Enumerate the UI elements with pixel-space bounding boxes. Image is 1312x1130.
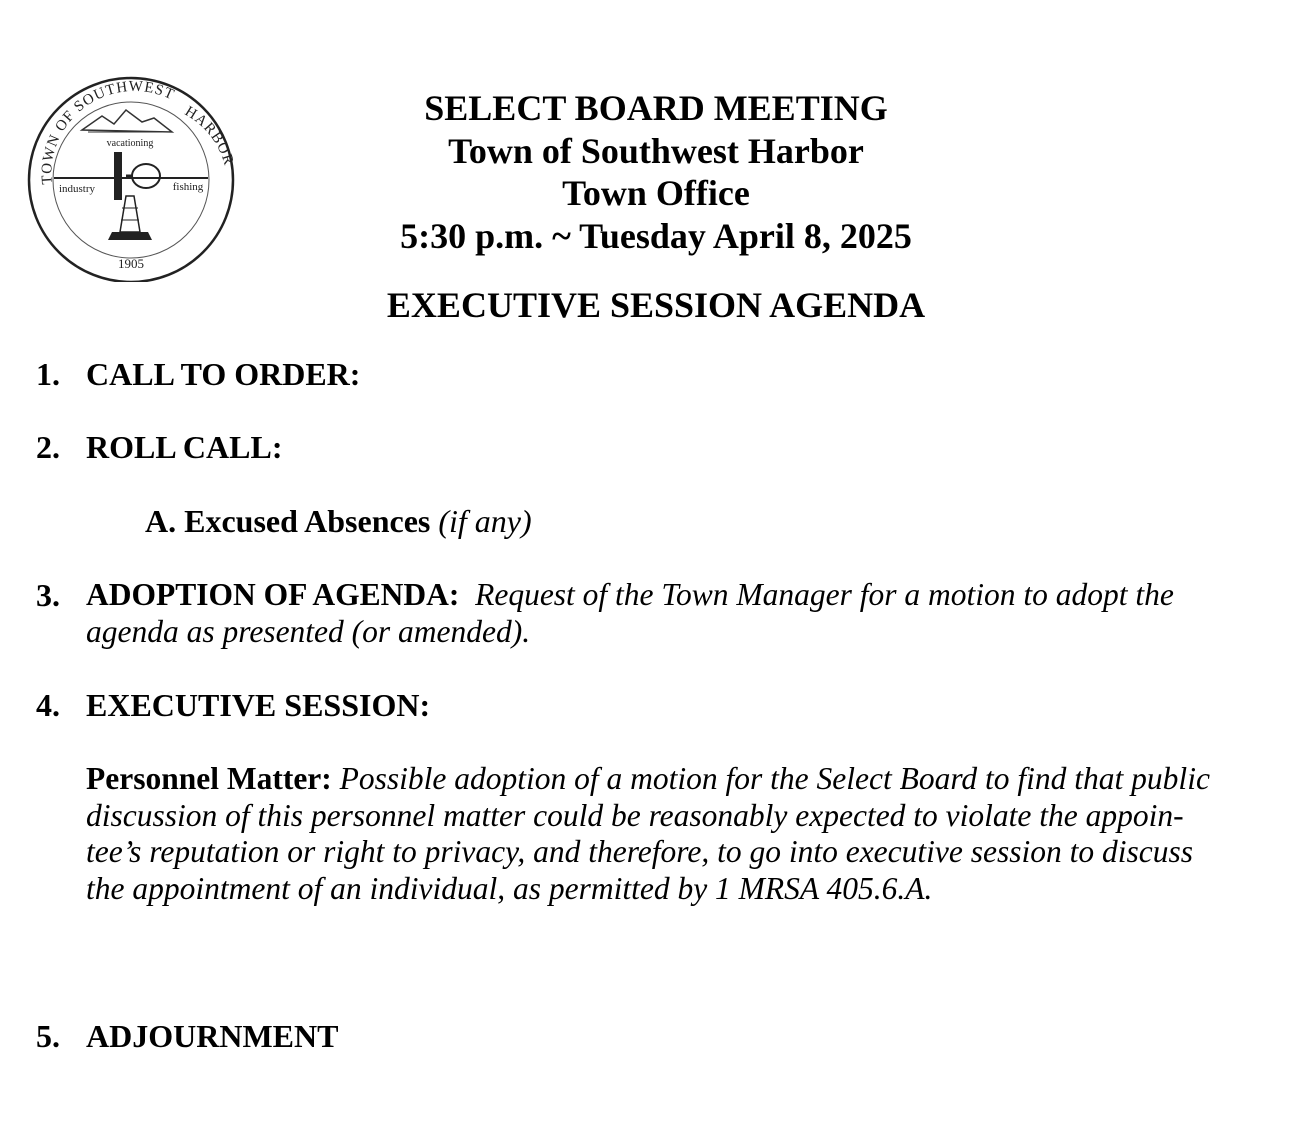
personnel-matter-text: the appointment of an individual, as permitted by 1 MRSA 405.6.A. [86,870,933,906]
seal-ring-text: TOWN OF SOUTHWEST [39,78,177,185]
seal-label-industry: industry [58,183,96,195]
personnel-matter-label: Personnel Matter: [86,761,332,796]
sub-item-note: (if any) [438,503,532,539]
sub-item-excused-absences [145,503,532,540]
meeting-datetime: 5:30 p.m. ~ Tuesday April 8, 2025 [400,216,912,256]
agenda-item-label: CALL TO ORDER: [86,356,361,392]
seal-label-fishing: fishing [172,181,204,193]
personnel-matter-text: discussion of this personnel matter could be reasonably expected to violate the appoin- [86,797,1184,833]
agenda-item-description-cont: agenda as presented (or amended). [86,613,531,649]
personnel-matter-text: tee’s reputation or right to privacy, and therefore, to go into executive session to discuss [86,834,1194,869]
agenda-item-label: ADJOURNMENT [86,1018,339,1054]
agenda-item-number: 5. [36,1018,60,1054]
meeting-title: SELECT BOARD MEETING [424,88,888,128]
personnel-matter-paragraph [86,761,1266,907]
seal-year: 1905 [118,256,144,271]
agenda-item-label: ADOPTION OF AGENDA: [86,577,460,612]
agenda-item-number: 1. [36,356,60,392]
agenda-item-label: ROLL CALL: [86,429,283,465]
town-seal-logo [22,72,240,282]
seal-label-vacationing: vacationing [106,138,154,149]
sub-item-letter: A. [145,503,177,539]
personnel-matter-text: Possible adoption of a motion for the Select Board to find that public [339,761,1210,796]
agenda-title: EXECUTIVE SESSION AGENDA [386,285,926,325]
agenda-item-number: 2. [36,429,60,465]
agenda-item-description: Request of the Town Manager for a motion to adopt the [475,577,1174,612]
agenda-item-number: 4. [36,687,60,723]
agenda-item-label: EXECUTIVE SESSION: [86,687,431,723]
town-name: Town of Southwest Harbor [448,131,864,171]
meeting-location: Town Office [562,173,750,213]
sub-item-label: Excused Absences [184,503,431,539]
agenda-item-number: 3. [36,577,60,613]
seal-ring-text-right: HARBOR [181,103,237,168]
